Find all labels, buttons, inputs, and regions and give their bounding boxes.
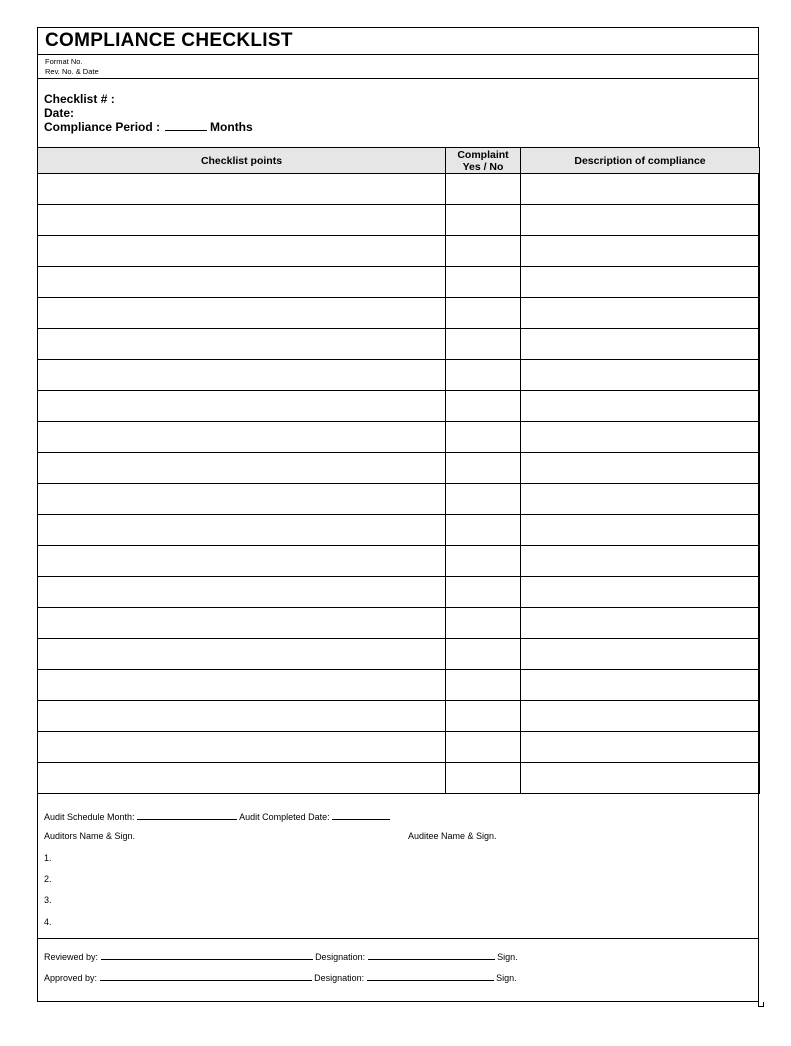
checklist-point-cell[interactable] xyxy=(38,701,446,732)
description-cell[interactable] xyxy=(521,577,760,608)
compliance-period-label: Compliance Period : xyxy=(44,120,161,134)
period-blank-line[interactable] xyxy=(165,120,207,131)
checklist-point-cell[interactable] xyxy=(38,298,446,329)
approved-designation-label: Designation: xyxy=(314,973,365,983)
checklist-point-cell[interactable] xyxy=(38,577,446,608)
audit-completed-label: Audit Completed Date: xyxy=(239,812,330,822)
description-cell[interactable] xyxy=(521,391,760,422)
page-corner-mark xyxy=(758,1002,764,1007)
reviewed-by-blank[interactable] xyxy=(101,950,313,960)
checklist-point-cell[interactable] xyxy=(38,763,446,794)
approved-by-row xyxy=(44,971,517,983)
table-row xyxy=(38,577,760,608)
description-cell[interactable] xyxy=(521,639,760,670)
complaint-cell[interactable] xyxy=(446,577,521,608)
complaint-cell[interactable] xyxy=(446,453,521,484)
complaint-cell[interactable] xyxy=(446,174,521,205)
compliance-period-row xyxy=(44,120,253,134)
description-cell[interactable] xyxy=(521,205,760,236)
description-cell[interactable] xyxy=(521,608,760,639)
complaint-cell[interactable] xyxy=(446,484,521,515)
header-description: Description of compliance xyxy=(521,148,760,174)
checklist-point-cell[interactable] xyxy=(38,732,446,763)
complaint-cell[interactable] xyxy=(446,298,521,329)
checklist-point-cell[interactable] xyxy=(38,205,446,236)
complaint-cell[interactable] xyxy=(446,236,521,267)
footer-divider xyxy=(38,938,758,939)
list-number-3: 3. xyxy=(44,895,52,905)
table-header-row xyxy=(38,148,760,174)
description-cell[interactable] xyxy=(521,267,760,298)
table-row xyxy=(38,453,760,484)
description-cell[interactable] xyxy=(521,763,760,794)
complaint-cell[interactable] xyxy=(446,329,521,360)
date-label: Date: xyxy=(44,106,75,120)
checklist-point-cell[interactable] xyxy=(38,391,446,422)
table-row xyxy=(38,763,760,794)
audit-schedule-blank[interactable] xyxy=(137,810,237,820)
reviewed-designation-blank[interactable] xyxy=(368,950,495,960)
header-checklist-points: Checklist points xyxy=(38,148,446,174)
checklist-point-cell[interactable] xyxy=(38,608,446,639)
checklist-point-cell[interactable] xyxy=(38,329,446,360)
complaint-cell[interactable] xyxy=(446,732,521,763)
description-cell[interactable] xyxy=(521,546,760,577)
complaint-cell[interactable] xyxy=(446,267,521,298)
reviewed-by-label: Reviewed by: xyxy=(44,952,99,962)
complaint-cell[interactable] xyxy=(446,608,521,639)
table-row xyxy=(38,546,760,577)
table-row xyxy=(38,515,760,546)
checklist-point-cell[interactable] xyxy=(38,174,446,205)
table-row xyxy=(38,422,760,453)
checklist-point-cell[interactable] xyxy=(38,546,446,577)
checklist-point-cell[interactable] xyxy=(38,515,446,546)
description-cell[interactable] xyxy=(521,484,760,515)
checklist-point-cell[interactable] xyxy=(38,267,446,298)
audit-schedule-label: Audit Schedule Month: xyxy=(44,812,135,822)
document-title: COMPLIANCE CHECKLIST xyxy=(45,30,293,51)
reviewed-by-row xyxy=(44,950,518,962)
approved-by-label: Approved by: xyxy=(44,973,98,983)
description-cell[interactable] xyxy=(521,732,760,763)
table-row xyxy=(38,701,760,732)
checklist-rows xyxy=(38,174,760,794)
complaint-cell[interactable] xyxy=(446,205,521,236)
complaint-cell[interactable] xyxy=(446,670,521,701)
list-number-1: 1. xyxy=(44,853,52,863)
checklist-point-cell[interactable] xyxy=(38,484,446,515)
table-row xyxy=(38,391,760,422)
complaint-cell[interactable] xyxy=(446,391,521,422)
period-unit: Months xyxy=(210,120,253,134)
description-cell[interactable] xyxy=(521,670,760,701)
auditors-label: Auditors Name & Sign. xyxy=(44,831,136,841)
title-row xyxy=(38,28,758,55)
description-cell[interactable] xyxy=(521,422,760,453)
checklist-table xyxy=(37,147,760,794)
description-cell[interactable] xyxy=(521,174,760,205)
table-row xyxy=(38,608,760,639)
description-cell[interactable] xyxy=(521,701,760,732)
audit-completed-blank[interactable] xyxy=(332,810,390,820)
complaint-header-text: Complaint Yes / No xyxy=(457,148,509,173)
description-cell[interactable] xyxy=(521,453,760,484)
header-complaint-yes-no xyxy=(446,148,521,174)
format-no-label: Format No. xyxy=(45,57,83,66)
checklist-point-cell[interactable] xyxy=(38,360,446,391)
checklist-form xyxy=(37,27,759,1002)
checklist-point-cell[interactable] xyxy=(38,670,446,701)
checklist-number-label: Checklist # : xyxy=(44,92,115,106)
table-row xyxy=(38,205,760,236)
table-row xyxy=(38,732,760,763)
complaint-cell[interactable] xyxy=(446,639,521,670)
description-cell[interactable] xyxy=(521,360,760,391)
table-row xyxy=(38,236,760,267)
reviewed-designation-label: Designation: xyxy=(315,952,366,962)
approved-by-blank[interactable] xyxy=(100,971,312,981)
description-cell[interactable] xyxy=(521,329,760,360)
complaint-cell[interactable] xyxy=(446,546,521,577)
checklist-point-cell[interactable] xyxy=(38,453,446,484)
checklist-point-cell[interactable] xyxy=(38,639,446,670)
reviewed-sign-label: Sign. xyxy=(497,952,518,962)
complaint-cell[interactable] xyxy=(446,422,521,453)
approved-designation-blank[interactable] xyxy=(367,971,494,981)
description-cell[interactable] xyxy=(521,515,760,546)
list-number-2: 2. xyxy=(44,874,52,884)
table-row xyxy=(38,267,760,298)
complaint-cell[interactable] xyxy=(446,515,521,546)
table-row xyxy=(38,484,760,515)
list-number-4: 4. xyxy=(44,917,52,927)
checklist-point-cell[interactable] xyxy=(38,422,446,453)
description-cell[interactable] xyxy=(521,236,760,267)
auditee-label: Auditee Name & Sign. xyxy=(408,831,497,841)
table-row xyxy=(38,360,760,391)
table-row xyxy=(38,639,760,670)
rev-no-date-label: Rev. No. & Date xyxy=(45,67,99,76)
format-row xyxy=(38,55,758,79)
table-row xyxy=(38,174,760,205)
audit-schedule-row xyxy=(44,810,390,822)
table-row xyxy=(38,329,760,360)
complaint-cell[interactable] xyxy=(446,763,521,794)
table-row xyxy=(38,670,760,701)
description-cell[interactable] xyxy=(521,298,760,329)
approved-sign-label: Sign. xyxy=(496,973,517,983)
checklist-point-cell[interactable] xyxy=(38,236,446,267)
complaint-cell[interactable] xyxy=(446,701,521,732)
complaint-cell[interactable] xyxy=(446,360,521,391)
table-row xyxy=(38,298,760,329)
